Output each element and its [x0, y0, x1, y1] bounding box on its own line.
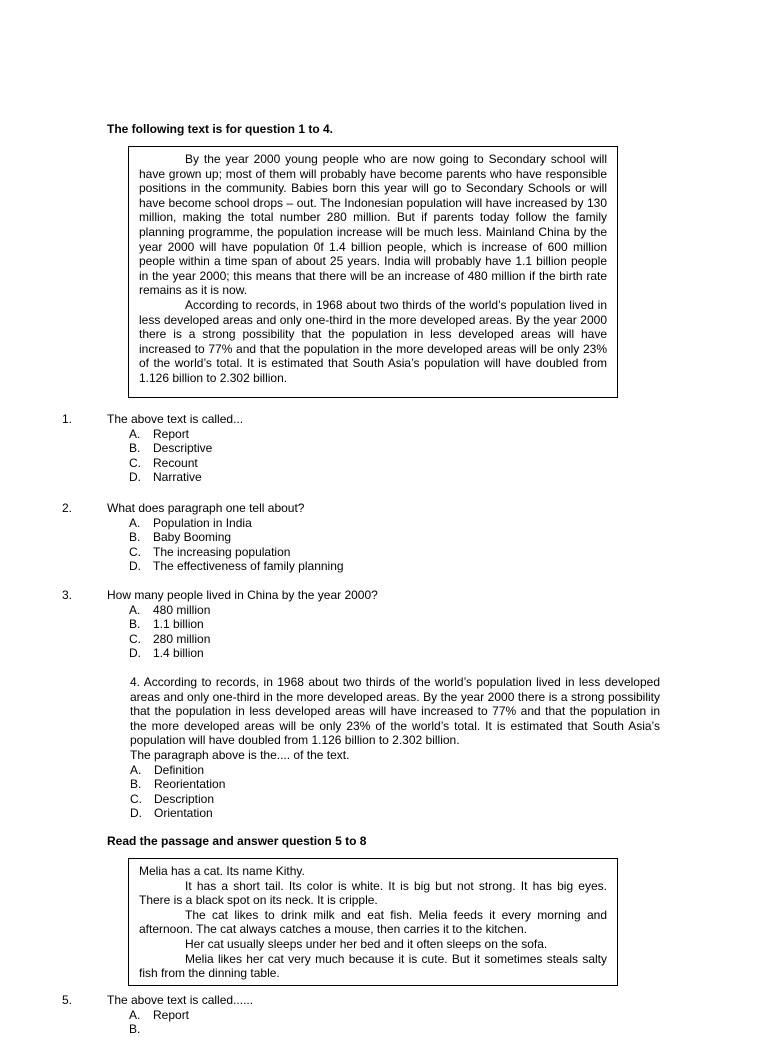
option-d: D. Narrative	[129, 470, 202, 485]
option-c: C. 280 million	[129, 631, 211, 646]
section1-heading: The following text is for question 1 to 4.	[107, 122, 334, 136]
passage1-paragraph-1: By the year 2000 young people who are now going to Secondary school will have grown up; most of them will probably have become parents who have responsible positions in the community. Babies born this year will go to Secondary Schools or will have become school drops – out. The Indonesian population will have increased by 130 million, making the total number 280 million. But if parents today follow the family planning programme, the population increase will be much less. Mainland China by the year 2000 will have population 0f 1.4 billion people, which is increase of 600 million people within a time span of about 25 years. India will probably have 1.1 billion people in the year 2000; this means that there will be an increase of 480 million if the birth rate remains as it is now.	[139, 152, 607, 298]
question-number: 3.	[62, 588, 73, 602]
option-a: A. Definition	[130, 762, 205, 777]
option-c: C. The increasing population	[129, 544, 291, 559]
question-text: The above text is called...	[107, 412, 244, 426]
passage2-paragraph-3: The cat likes to drink milk and eat fish. Melia feeds it every morning and afternoon. The cat always catches a mouse, then carries it to the kitchen.	[139, 907, 607, 937]
option-b: B. Descriptive	[129, 441, 213, 456]
question-4	[130, 675, 660, 821]
passage2-paragraph-4: Her cat usually sleeps under her bed and it often sleeps on the sofa.	[185, 936, 548, 951]
question-text: The above text is called......	[107, 993, 254, 1007]
passage2-paragraph-5: Melia likes her cat very much because it is cute. But it sometimes steals salty fish from the dinning table.	[139, 951, 607, 981]
reading-passage-2	[128, 858, 618, 986]
option-a: A. Report	[129, 426, 190, 441]
reading-passage-1	[128, 146, 618, 398]
question-text: The paragraph above is the.... of the text.	[130, 747, 350, 762]
question-4-options	[130, 763, 660, 821]
option-a: A. 480 million	[129, 602, 211, 617]
option-d: D. 1.4 billion	[129, 646, 204, 661]
option-a: A. Population in India	[129, 515, 252, 530]
option-d: D. Orientation	[130, 806, 213, 821]
passage1-paragraph-2: According to records, in 1968 about two thirds of the world’s population lived in less developed areas and only one-third in the more developed areas. By the year 2000 there is a strong possibility that the population in less developed areas will have increased to 77% and that the population in the more developed areas will be only 23% of the world’s total. It is estimated that South Asia’s population will have doubled from 1.126 billion to 2.302 billion.	[139, 297, 607, 385]
question-number: 5.	[62, 993, 73, 1007]
option-d: D. The effectiveness of family planning	[129, 559, 344, 574]
option-a: A. Report	[129, 1007, 190, 1022]
question-number: 2.	[62, 501, 73, 515]
option-b: B. Baby Booming	[129, 530, 232, 545]
question-4-paragraph: 4. According to records, in 1968 about two thirds of the world’s population lived in less developed areas and only one-third in the more developed areas. By the year 2000 there is a strong possibility that the population in less developed areas will have increased to 77% and that the population in the more developed areas will be only 23% of the world’s total. It is estimated that South Asia’s population will have doubled from 1.126 billion to 2.302 billion.	[130, 675, 660, 748]
passage2-paragraph-1: Melia has a cat. Its name Kithy.	[139, 864, 305, 878]
passage2-paragraph-2: It has a short tail. Its color is white. It is big but not strong. It has big eyes. There is a black spot on its neck. It is cripple.	[139, 878, 607, 908]
question-text: What does paragraph one tell about?	[107, 501, 305, 515]
option-b: B. 1.1 billion	[129, 617, 204, 632]
question-text: How many people lived in China by the year 2000?	[107, 588, 378, 602]
option-c: C. Recount	[129, 455, 198, 470]
question-number: 1.	[62, 412, 73, 426]
option-b: B. Reorientation	[130, 777, 226, 792]
section2-heading: Read the passage and answer question 5 to 8	[107, 834, 367, 848]
option-c: C. Description	[130, 791, 215, 806]
option-b: B.	[129, 1022, 141, 1037]
